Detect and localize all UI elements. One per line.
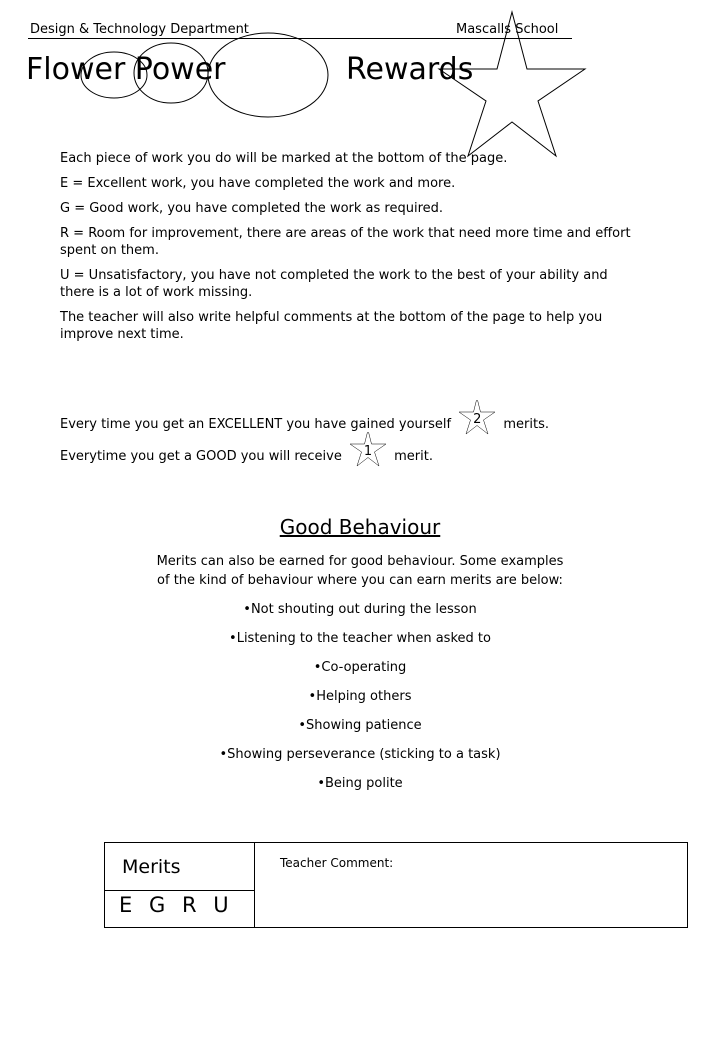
good-merit-line [60, 432, 433, 472]
grade-g: G [148, 893, 166, 917]
good-behaviour-heading: Good Behaviour [279, 515, 441, 539]
grade-r-definition: R = Room for improvement, there are areas of the work that need more time and effort spent on them. [60, 226, 631, 258]
list-item: •Helping others [308, 689, 412, 704]
good-merit-badge [346, 432, 390, 472]
grade-r: R [181, 893, 197, 917]
title-flower-power: Flower Power [26, 52, 226, 87]
merits-divider [104, 890, 255, 891]
list-item: •Not shouting out during the lesson [243, 602, 477, 617]
list-item: •Listening to the teacher when asked to [229, 631, 491, 646]
marking-guide [60, 150, 640, 349]
good-merit-unit: merit. [394, 449, 433, 464]
merits-label: Merits [122, 856, 181, 878]
comments-note: The teacher will also write helpful comments at the bottom of the page to help you improve next time. [60, 310, 603, 342]
teacher-comment-label: Teacher Comment: [280, 856, 394, 870]
excellent-merit-unit: merits. [503, 417, 549, 432]
list-item: •Co-operating [313, 660, 407, 675]
good-behaviour-intro: Merits can also be earned for good behaviour. Some examples of the kind of behaviour where you can earn merits are below: [156, 554, 564, 588]
bullet-icon: • [317, 776, 325, 791]
grade-e-definition: E = Excellent work, you have completed the work and more. [60, 176, 456, 191]
behaviour-list [150, 600, 570, 803]
excellent-merit-badge [455, 400, 499, 440]
bullet-icon: • [308, 689, 317, 704]
grade-options [119, 893, 239, 917]
school-label: Mascalls School [456, 22, 559, 37]
grade-u: U [213, 893, 229, 917]
bullet-icon: • [229, 631, 237, 646]
title-rewards: Rewards [346, 52, 474, 87]
list-item: •Being polite [317, 776, 403, 791]
box-divider [254, 842, 255, 928]
grade-u-definition: U = Unsatisfactory, you have not completed the work to the best of your ability and there is a lot of work missing. [60, 268, 608, 300]
excellent-merit-count: 2 [473, 412, 482, 427]
good-merit-text: Everytime you get a GOOD you will receive [60, 449, 342, 464]
bullet-icon: • [313, 660, 322, 675]
excellent-merit-text: Every time you get an EXCELLENT you have gained yourself [60, 417, 452, 432]
grade-g-definition: G = Good work, you have completed the work as required. [60, 201, 444, 216]
list-item: •Showing patience [298, 718, 422, 733]
bullet-icon: • [219, 747, 228, 762]
ellipse-icon [208, 33, 328, 117]
good-merit-count: 1 [363, 444, 373, 459]
bullet-icon: • [298, 718, 307, 733]
department-label: Design & Technology Department [30, 22, 249, 37]
marking-intro: Each piece of work you do will be marked at the bottom of the page. [60, 151, 508, 166]
list-item: •Showing perseverance (sticking to a task) [219, 747, 501, 762]
grade-e: E [119, 893, 133, 917]
bullet-icon: • [243, 602, 251, 617]
